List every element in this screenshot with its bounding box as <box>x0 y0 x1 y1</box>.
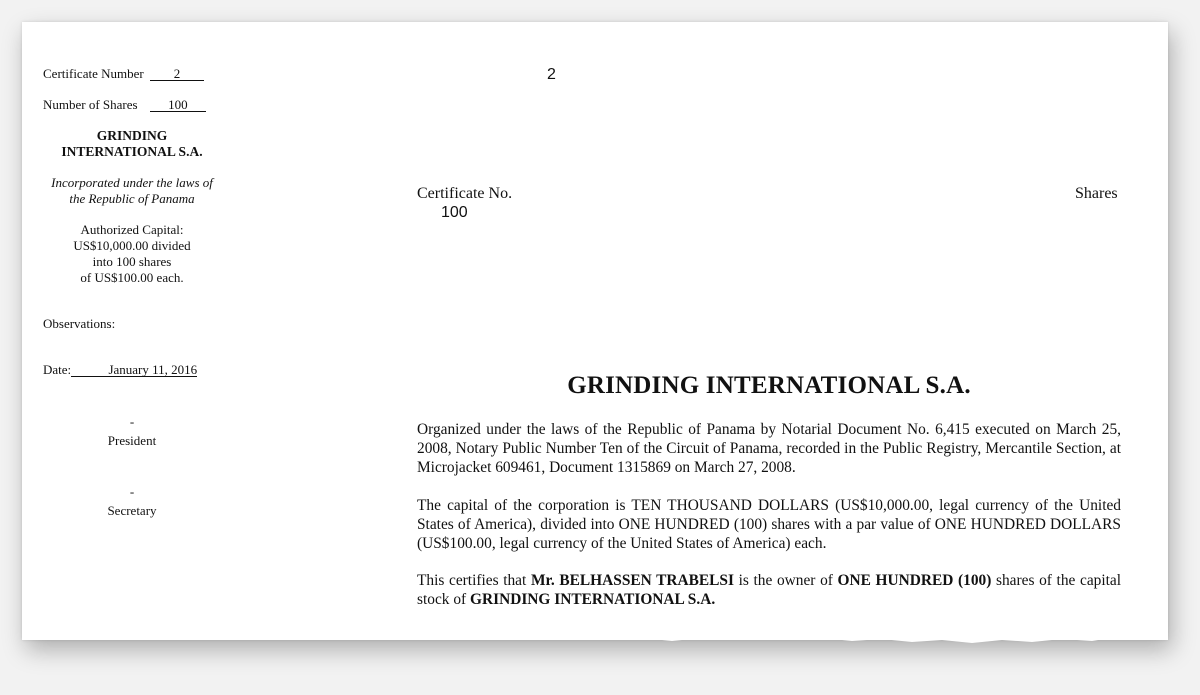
certification-text-3: shares of the capital stock of <box>417 572 1122 608</box>
stub-secretary-signature <box>40 484 224 519</box>
stub-authorized-capital <box>40 222 224 286</box>
stub-incorporation <box>40 175 224 207</box>
stub-number-of-shares-value: 100 <box>150 99 206 112</box>
stub-president-signature <box>40 414 224 449</box>
stub-capital-line4: of US$100.00 each. <box>80 270 184 285</box>
stub-company-name <box>40 128 224 160</box>
stub-date-label: Date: <box>43 362 72 377</box>
stub-date <box>43 362 197 378</box>
stub-incorporated-line2: the Republic of Panama <box>69 191 195 206</box>
stub-certificate-number-label: Certificate Number <box>43 66 144 81</box>
stub-number-of-shares <box>43 97 206 113</box>
stub-capital-line2: US$10,000.00 divided <box>73 238 191 253</box>
stub-certificate-number <box>43 66 204 82</box>
stub-incorporated-line1: Incorporated under the laws of <box>51 175 213 190</box>
certificate-no-value: 100 <box>441 204 468 221</box>
stub-secretary-label: Secretary <box>107 503 157 518</box>
certification-text-2: is the owner of <box>733 572 838 589</box>
stub-observations-label: Observations: <box>43 316 116 331</box>
stub-secretary-mark: - <box>129 484 135 499</box>
stub-date-value: January 11, 2016 <box>71 364 197 377</box>
stub-capital-line1: Authorized Capital: <box>80 222 184 237</box>
stub-president-mark: - <box>129 414 135 429</box>
stub-company-line1: GRINDING <box>96 128 168 143</box>
owner-name: Mr. BELHASSEN TRABELSI <box>530 572 734 589</box>
certificate-no-label: Certificate No. <box>417 185 513 202</box>
shares-label: Shares <box>1075 185 1118 202</box>
stub-capital-line3: into 100 shares <box>92 254 172 269</box>
stub-certificate-number-value: 2 <box>150 68 204 81</box>
paragraph-organization: Organized under the laws of the Republic of Panama by Notarial Document No. 6,415 executed on March 25, 2008, Notary Public Number Ten of the Circuit of Panama, recorded in the Public Registry, Mercantile Section, at Microjacket 609461, Document 1315869 on March 27, 2008. <box>417 421 1121 476</box>
certification-text-1: This certifies that <box>417 572 531 589</box>
certificate-title: GRINDING INTERNATIONAL S.A. <box>567 372 971 399</box>
stub-president-label: President <box>107 433 157 448</box>
stub-company-line2: INTERNATIONAL S.A. <box>61 144 203 159</box>
stub-number-of-shares-label: Number of Shares <box>43 97 138 112</box>
paragraph-capital: The capital of the corporation is TEN THOUSAND DOLLARS (US$10,000.00, legal currency of the United States of America), divided into ONE HUNDRED (100) shares with a par value of ONE HUNDRED DOLLARS (US$100.00, legal currency of the United States of America) each. <box>417 497 1121 552</box>
page-number: 2 <box>547 66 556 83</box>
shares-amount-words: ONE HUNDRED (100) <box>837 572 992 589</box>
certification-company-name: GRINDING INTERNATIONAL S.A. <box>470 591 716 608</box>
paragraph-certification <box>417 571 1121 609</box>
